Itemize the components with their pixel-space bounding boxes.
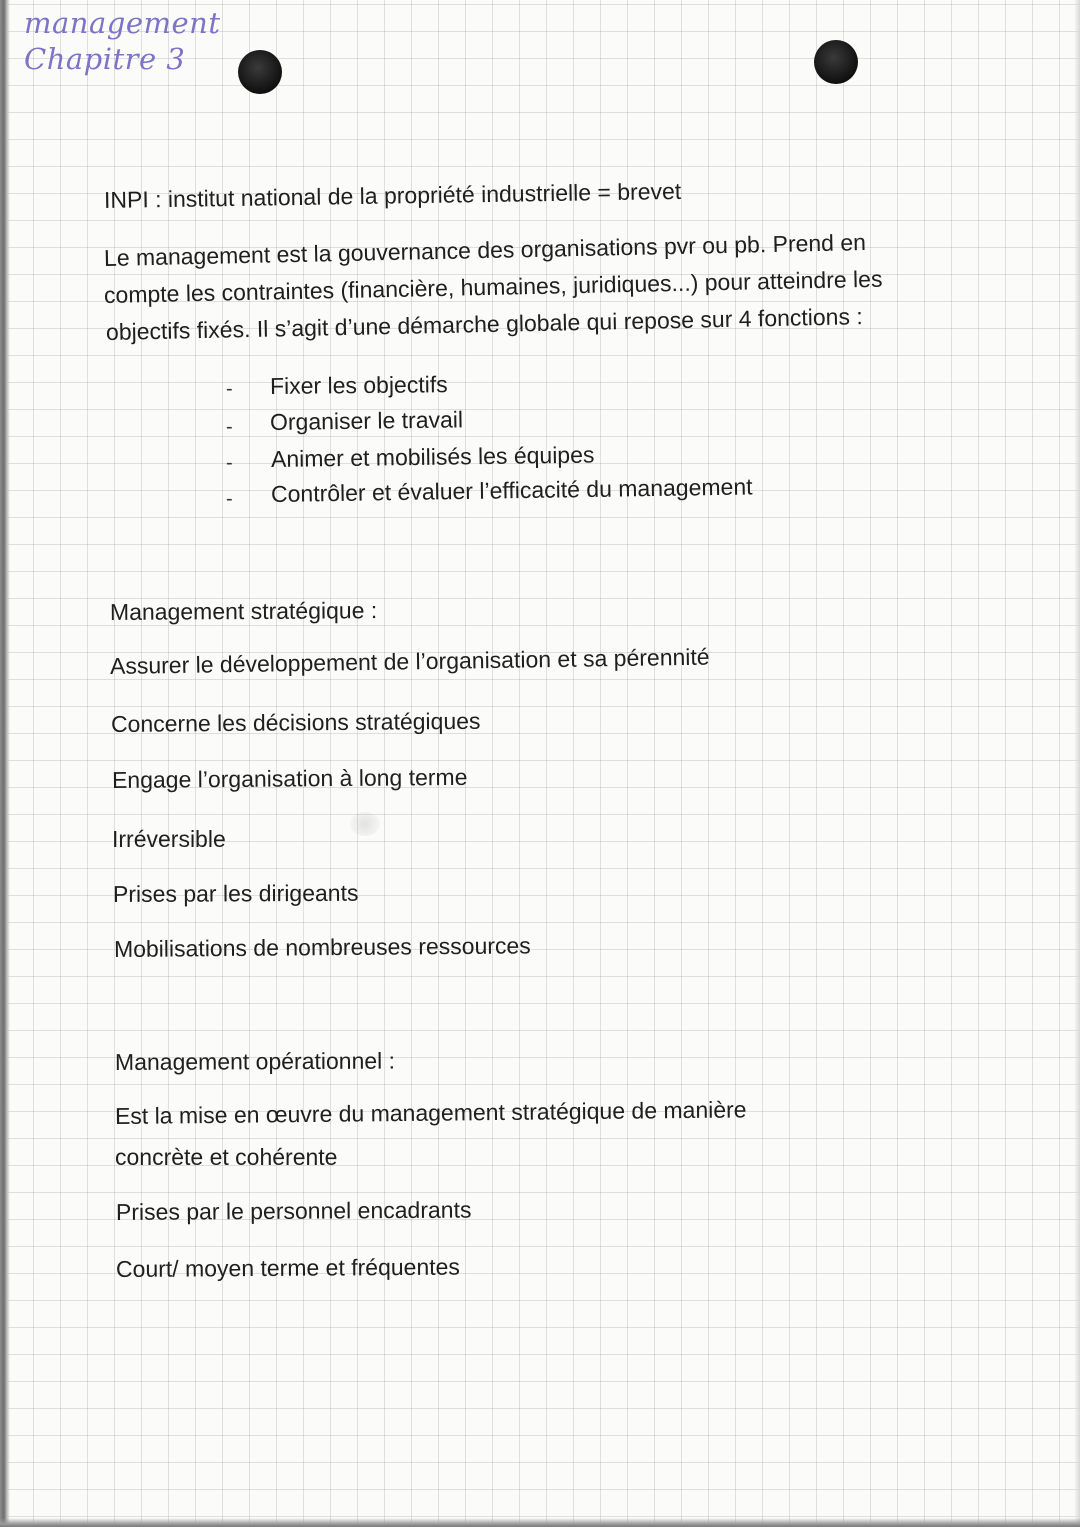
definition-line: objectifs fixés. Il s’agit d’une démarche globale qui repose sur 4 fonctions :	[105, 303, 863, 345]
definition-line: Le management est la gouvernance des organisations pvr ou pb. Prend en	[103, 229, 867, 271]
page-right-edge	[1074, 0, 1080, 1527]
handwritten-title: management	[24, 6, 221, 40]
strategic-point: Prises par les dirigeants	[112, 879, 359, 907]
punch-hole-right	[814, 40, 858, 84]
strategic-point: Concerne les décisions stratégiques	[110, 707, 481, 737]
operational-point: Est la mise en œuvre du management stratégique de manière	[114, 1096, 747, 1129]
strategic-point: Mobilisations de nombreuses ressources	[113, 932, 531, 962]
operational-point: Prises par le personnel encadrants	[115, 1196, 472, 1225]
inpi-definition: INPI : institut national de la propriété industrielle = brevet	[103, 177, 682, 213]
function-item: Animer et mobilisés les équipes	[270, 441, 595, 472]
page-bottom-edge	[0, 1518, 1080, 1527]
operational-point: Court/ moyen terme et fréquentes	[115, 1253, 460, 1282]
operational-point: concrète et cohérente	[115, 1144, 338, 1170]
punch-hole-left	[238, 50, 282, 94]
handwritten-chapter: Chapitre 3	[24, 42, 186, 76]
page-left-edge	[0, 0, 10, 1527]
list-bullet: -	[226, 452, 233, 474]
function-item: Organiser le travail	[269, 406, 464, 435]
strategic-heading: Management stratégique :	[109, 597, 378, 625]
list-bullet: -	[226, 378, 233, 400]
strategic-point: Assurer le développement de l’organisation et sa pérennité	[109, 643, 710, 679]
list-bullet: -	[226, 488, 233, 510]
paper-scuff	[350, 812, 380, 836]
definition-line: compte les contraintes (financière, humaines, juridiques...) pour atteindre les	[103, 265, 883, 308]
list-bullet: -	[226, 416, 233, 438]
operational-heading: Management opérationnel :	[114, 1047, 396, 1075]
function-item: Fixer les objectifs	[269, 371, 448, 399]
strategic-point: Irréversible	[112, 826, 226, 852]
strategic-point: Engage l’organisation à long terme	[111, 763, 468, 793]
function-item: Contrôler et évaluer l’efficacité du management	[270, 473, 753, 507]
